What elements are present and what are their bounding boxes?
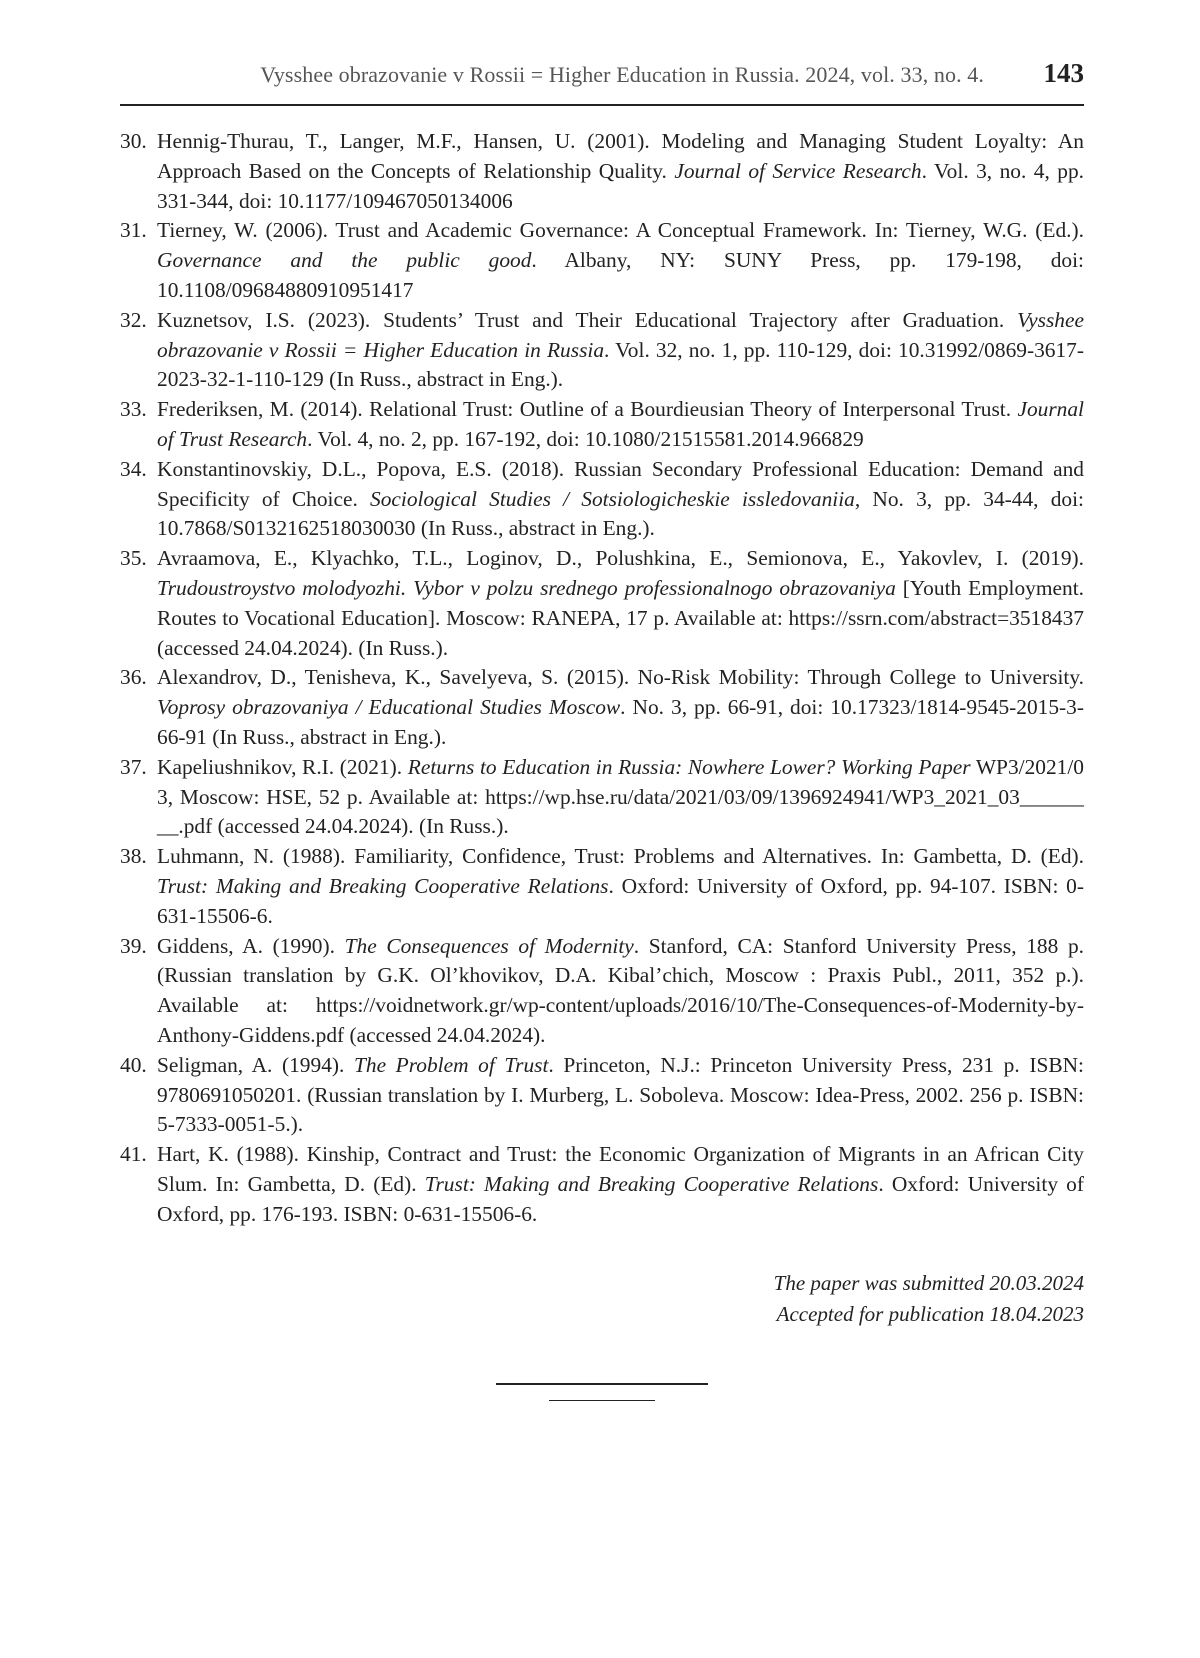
reference-source-title: The Consequences of Modernity [344,933,634,958]
reference-source-title: Trust: Making and Breaking Cooperative Relations [157,873,609,898]
reference-text: Hart, K. (1988). Kinship, Contract and Trust: the Economic Organization of Migrants in an African City Slum. In: Gambetta, D. (Ed). [157,1142,1084,1196]
running-title: Vysshee obrazovanie v Rossii = Higher Education in Russia. 2024, vol. 33, no. 4. [260,62,984,87]
reference-text: Konstantinovskiy, D.L., Popova, E.S. (2018). Russian Secondary Professional Education: Demand and Specificity of Choice. [157,456,1084,511]
reference-details: . Vol. 32, no. 1, pp. 110-129, doi: 10.31992/0869-3617-2023-32-1-110-129 (In Russ., abstract in Eng.). [157,337,1084,392]
submitted-date: The paper was submitted 20.03.2024 [773,1271,1084,1295]
reference-details: . Oxford: University of Oxford, pp. 176-193. ISBN: 0-631-15506-6. [157,1171,1085,1226]
end-rule-long [496,1383,708,1385]
reference-details: . Stanford, CA: Stanford University Press, 188 p. (Russian translation by G.K. Ol’khovikov, D.A. Kibal’chich, Moscow : Praxis Publ., 2011, 352 p.). Available at: https://voidnetwork.gr/wp-content/uploads/2016/10/The-Consequences-of-Modernity-by-Anthony-Giddens.pdf (accessed 24.04.2024). [157,933,1084,1047]
accepted-date: Accepted for publication 18.04.2023 [776,1302,1084,1326]
reference-text: Luhmann, N. (1988). Familiarity, Confidence, Trust: Problems and Alternatives. In: Gambetta, D. (Ed). [157,844,1084,869]
reference-text: Frederiksen, M. (2014). Relational Trust: Outline of a Bourdieusian Theory of Interpersonal Trust. [157,397,1018,422]
reference-item [120,663,1084,752]
reference-details: WP3/2021/03, Moscow: HSE, 52 p. Available at: https://wp.hse.ru/data/2021/03/09/1396924941/WP3_2021_03________.pdf (accessed 24.04.2024). (In Russ.). [157,754,1085,839]
reference-number: 33. [120,397,147,422]
reference-details: . Princeton, N.J.: Princeton University Press, 231 p. ISBN: 9780691050201. (Russian translation by I. Murberg, L. Soboleva. Moscow: Idea-Press, 2002. 256 p. ISBN: 5-7333-0051-5.). [157,1052,1084,1137]
page-number: 143 [1043,58,1084,88]
reference-details: . Vol. 3, no. 4, pp. 331-344, doi: 10.1177/109467050134006 [157,158,1084,213]
reference-item [120,455,1084,544]
reference-source-title: Trudoustroystvo molodyozhi. Vybor v polzu srednego professionalnogo obrazovaniya [157,575,896,600]
reference-source-title: Journal of Trust Research [157,397,1084,451]
reference-source-title: Sociological Studies / Sotsiologicheskie issledovaniia [370,486,855,511]
reference-item [120,932,1084,1051]
reference-text: Giddens, A. (1990). [157,933,345,958]
reference-number: 40. [120,1052,147,1077]
reference-item [120,216,1084,305]
reference-details: , No. 3, pp. 34-44, doi: 10.7868/S0132162518030030 (In Russ., abstract in Eng.). [157,486,1084,541]
running-header [120,58,1084,106]
reference-text: Hennig-Thurau, T., Langer, M.F., Hansen, U. (2001). Modeling and Managing Student Loyalty: An Approach Based on the Concepts of Relationship Quality. [157,129,1084,183]
reference-text: Alexandrov, D., Tenisheva, K., Savelyeva, S. (2015). No-Risk Mobility: Through College to University. [157,665,1084,690]
reference-text: Avraamova, E., Klyachko, T.L., Loginov, D., Polushkina, E., Semionova, E., Yakovlev, I. (2019). [157,546,1084,571]
reference-item [120,1140,1084,1229]
reference-item [120,1051,1084,1140]
reference-item [120,544,1084,663]
reference-source-title: Governance and the public good [157,248,532,273]
reference-details: . Vol. 4, no. 2, pp. 167-192, doi: 10.1080/21515581.2014.966829 [307,426,864,451]
reference-source-title: Vysshee obrazovanie v Rossii = Higher Education in Russia [157,307,1084,362]
reference-list [120,127,1084,1229]
reference-details: [Youth Employment. Routes to Vocational Education]. Moscow: RANEPA, 17 p. Available at: https://ssrn.com/abstract=3518437 (accessed 24.04.2024). (In Russ.). [157,575,1084,660]
reference-source-title: Trust: Making and Breaking Cooperative Relations [424,1171,879,1196]
reference-number: 35. [120,546,147,571]
reference-item [120,395,1084,455]
submission-dates [120,1268,1084,1330]
reference-number: 39. [120,933,147,958]
reference-details: . Oxford: University of Oxford, pp. 94-107. ISBN: 0-631-15506-6. [157,873,1084,928]
reference-text: Tierney, W. (2006). Trust and Academic Governance: A Conceptual Framework. In: Tierney, W.G. (Ed.). [157,218,1084,243]
reference-details: . No. 3, pp. 66-91, doi: 10.17323/1814-9545-2015-3-66-91 (In Russ., abstract in Eng.). [157,695,1084,749]
reference-source-title: Journal of Service Research [674,158,922,183]
reference-number: 36. [120,665,147,690]
reference-item [120,127,1084,216]
reference-number: 37. [120,754,147,779]
reference-number: 30. [120,129,147,153]
reference-item [120,753,1084,842]
reference-source-title: Returns to Education in Russia: Nowhere Lower? Working Paper [407,754,971,779]
reference-number: 41. [120,1142,147,1167]
reference-item [120,306,1084,395]
reference-number: 34. [120,456,147,481]
reference-text: Kapeliushnikov, R.I. (2021). [157,754,408,779]
reference-details: . Albany, NY: SUNY Press, pp. 179-198, doi: 10.1108/09684880910951417 [157,248,1084,302]
reference-number: 32. [120,307,147,332]
reference-text: Kuznetsov, I.S. (2023). Students’ Trust and Their Educational Trajectory after Graduation. [157,307,1018,332]
reference-source-title: Voprosy obrazovaniya / Educational Studies Moscow [157,695,621,720]
end-rule-short [549,1400,655,1401]
reference-number: 38. [120,844,147,869]
reference-source-title: The Problem of Trust [353,1052,549,1077]
reference-number: 31. [120,218,147,243]
reference-item [120,842,1084,931]
reference-text: Seligman, A. (1994). [157,1052,354,1077]
